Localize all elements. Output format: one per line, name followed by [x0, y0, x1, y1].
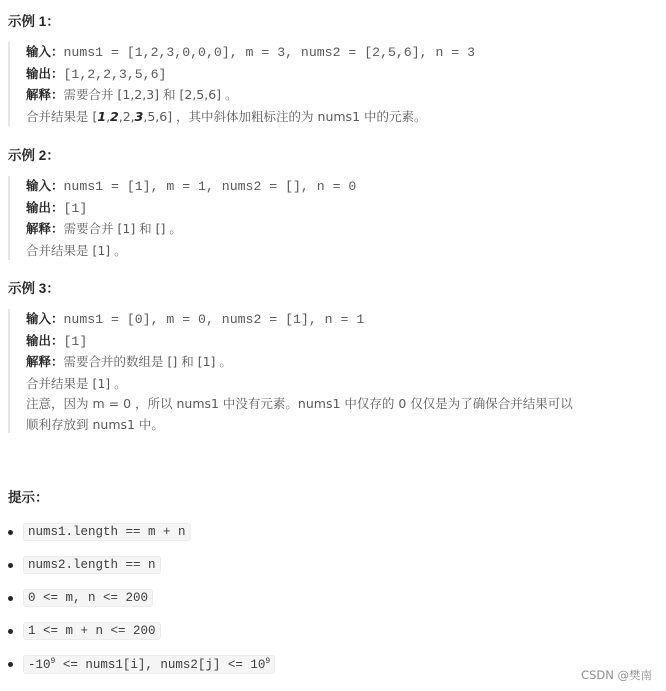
bullet-icon	[8, 530, 13, 535]
hint-item	[8, 522, 191, 542]
example-2-explain-line	[26, 219, 666, 241]
hint-item	[8, 654, 275, 674]
hint-code: 0 <= m, n <= 200	[23, 589, 153, 607]
bullet-icon	[8, 563, 13, 568]
example-2-input-line	[26, 176, 666, 198]
input-label: 输入：	[26, 311, 64, 326]
example-1-result-line	[26, 107, 666, 128]
output-label: 输出：	[26, 199, 64, 215]
example-1-block	[8, 42, 666, 126]
example-3-note-line-2: 顺利存放到 nums1 中。	[26, 416, 164, 432]
bullet-icon	[8, 596, 13, 601]
hint-mid: <= nums1[i], nums2[j] <= 10	[55, 657, 266, 672]
example-3-input-line	[26, 309, 666, 331]
explain-label: 解释：	[26, 221, 64, 236]
hints-heading: 提示：	[8, 490, 49, 505]
result-bold-1: 1	[97, 108, 107, 124]
example-3-block	[8, 309, 666, 433]
example-3-result-line: 合并结果是 [1] 。	[26, 375, 127, 391]
hint-prefix: -10	[28, 657, 51, 672]
example-2-heading: 示例 2：	[8, 148, 60, 163]
output-value: [1]	[63, 333, 88, 349]
input-label: 输入：	[26, 178, 64, 193]
example-3-note-line-1: 注意，因为 m = 0 ，所以 nums1 中没有元素。nums1 中仅存的 0 仅仅是为了确保合并结果可以	[26, 396, 573, 411]
output-label: 输出：	[26, 332, 64, 348]
input-value: nums1 = [0], m = 0, nums2 = [1], n = 1	[63, 312, 365, 327]
result-suffix: ,5,6] ，其中斜体加粗标注的为 nums1 中的元素。	[143, 108, 427, 124]
example-3-output-line	[26, 331, 666, 353]
result-mid: ,2,	[118, 108, 135, 124]
output-value: [1]	[63, 200, 88, 216]
bullet-icon	[8, 629, 13, 634]
explain-text: 需要合并 [1,2,3] 和 [2,5,6] 。	[63, 87, 238, 102]
example-1-heading: 示例 1：	[8, 14, 60, 29]
hint-exp-1: 9	[50, 656, 56, 666]
result-prefix: 合并结果是 [	[26, 108, 98, 124]
hint-exp-2: 9	[265, 656, 271, 666]
example-2-result-line: 合并结果是 [1] 。	[26, 242, 127, 258]
hint-code: nums2.length == n	[23, 556, 161, 574]
hint-code: 1 <= m + n <= 200	[23, 622, 161, 640]
watermark: CSDN @樊南	[581, 668, 652, 682]
example-1-input-line	[26, 42, 666, 64]
example-3-explain-line	[26, 352, 666, 374]
input-value: nums1 = [1,2,3,0,0,0], m = 3, nums2 = [2,5,6], n = 3	[63, 45, 476, 60]
explain-text: 需要合并的数组是 [] 和 [1] 。	[63, 354, 232, 369]
explain-label: 解释：	[26, 354, 64, 369]
example-3-heading: 示例 3：	[8, 281, 60, 296]
example-1-explain-line	[26, 85, 666, 107]
result-bold-2: 2	[110, 108, 119, 124]
hint-item	[8, 621, 161, 641]
input-value: nums1 = [1], m = 1, nums2 = [], n = 0	[63, 179, 357, 194]
output-label: 输出：	[26, 65, 64, 81]
hint-code-range	[23, 655, 275, 674]
bullet-icon	[8, 662, 13, 667]
example-1-output-line	[26, 64, 666, 86]
input-label: 输入：	[26, 44, 64, 59]
explain-text: 需要合并 [1] 和 [] 。	[63, 221, 182, 236]
output-value: [1,2,2,3,5,6]	[63, 66, 167, 82]
example-2-block	[8, 176, 666, 260]
hint-item	[8, 588, 153, 608]
result-sep: ,	[106, 108, 111, 124]
explain-label: 解释：	[26, 87, 64, 102]
result-bold-3: 3	[134, 108, 144, 124]
example-2-output-line	[26, 198, 666, 220]
hint-code: nums1.length == m + n	[23, 523, 191, 541]
hint-item	[8, 555, 161, 575]
